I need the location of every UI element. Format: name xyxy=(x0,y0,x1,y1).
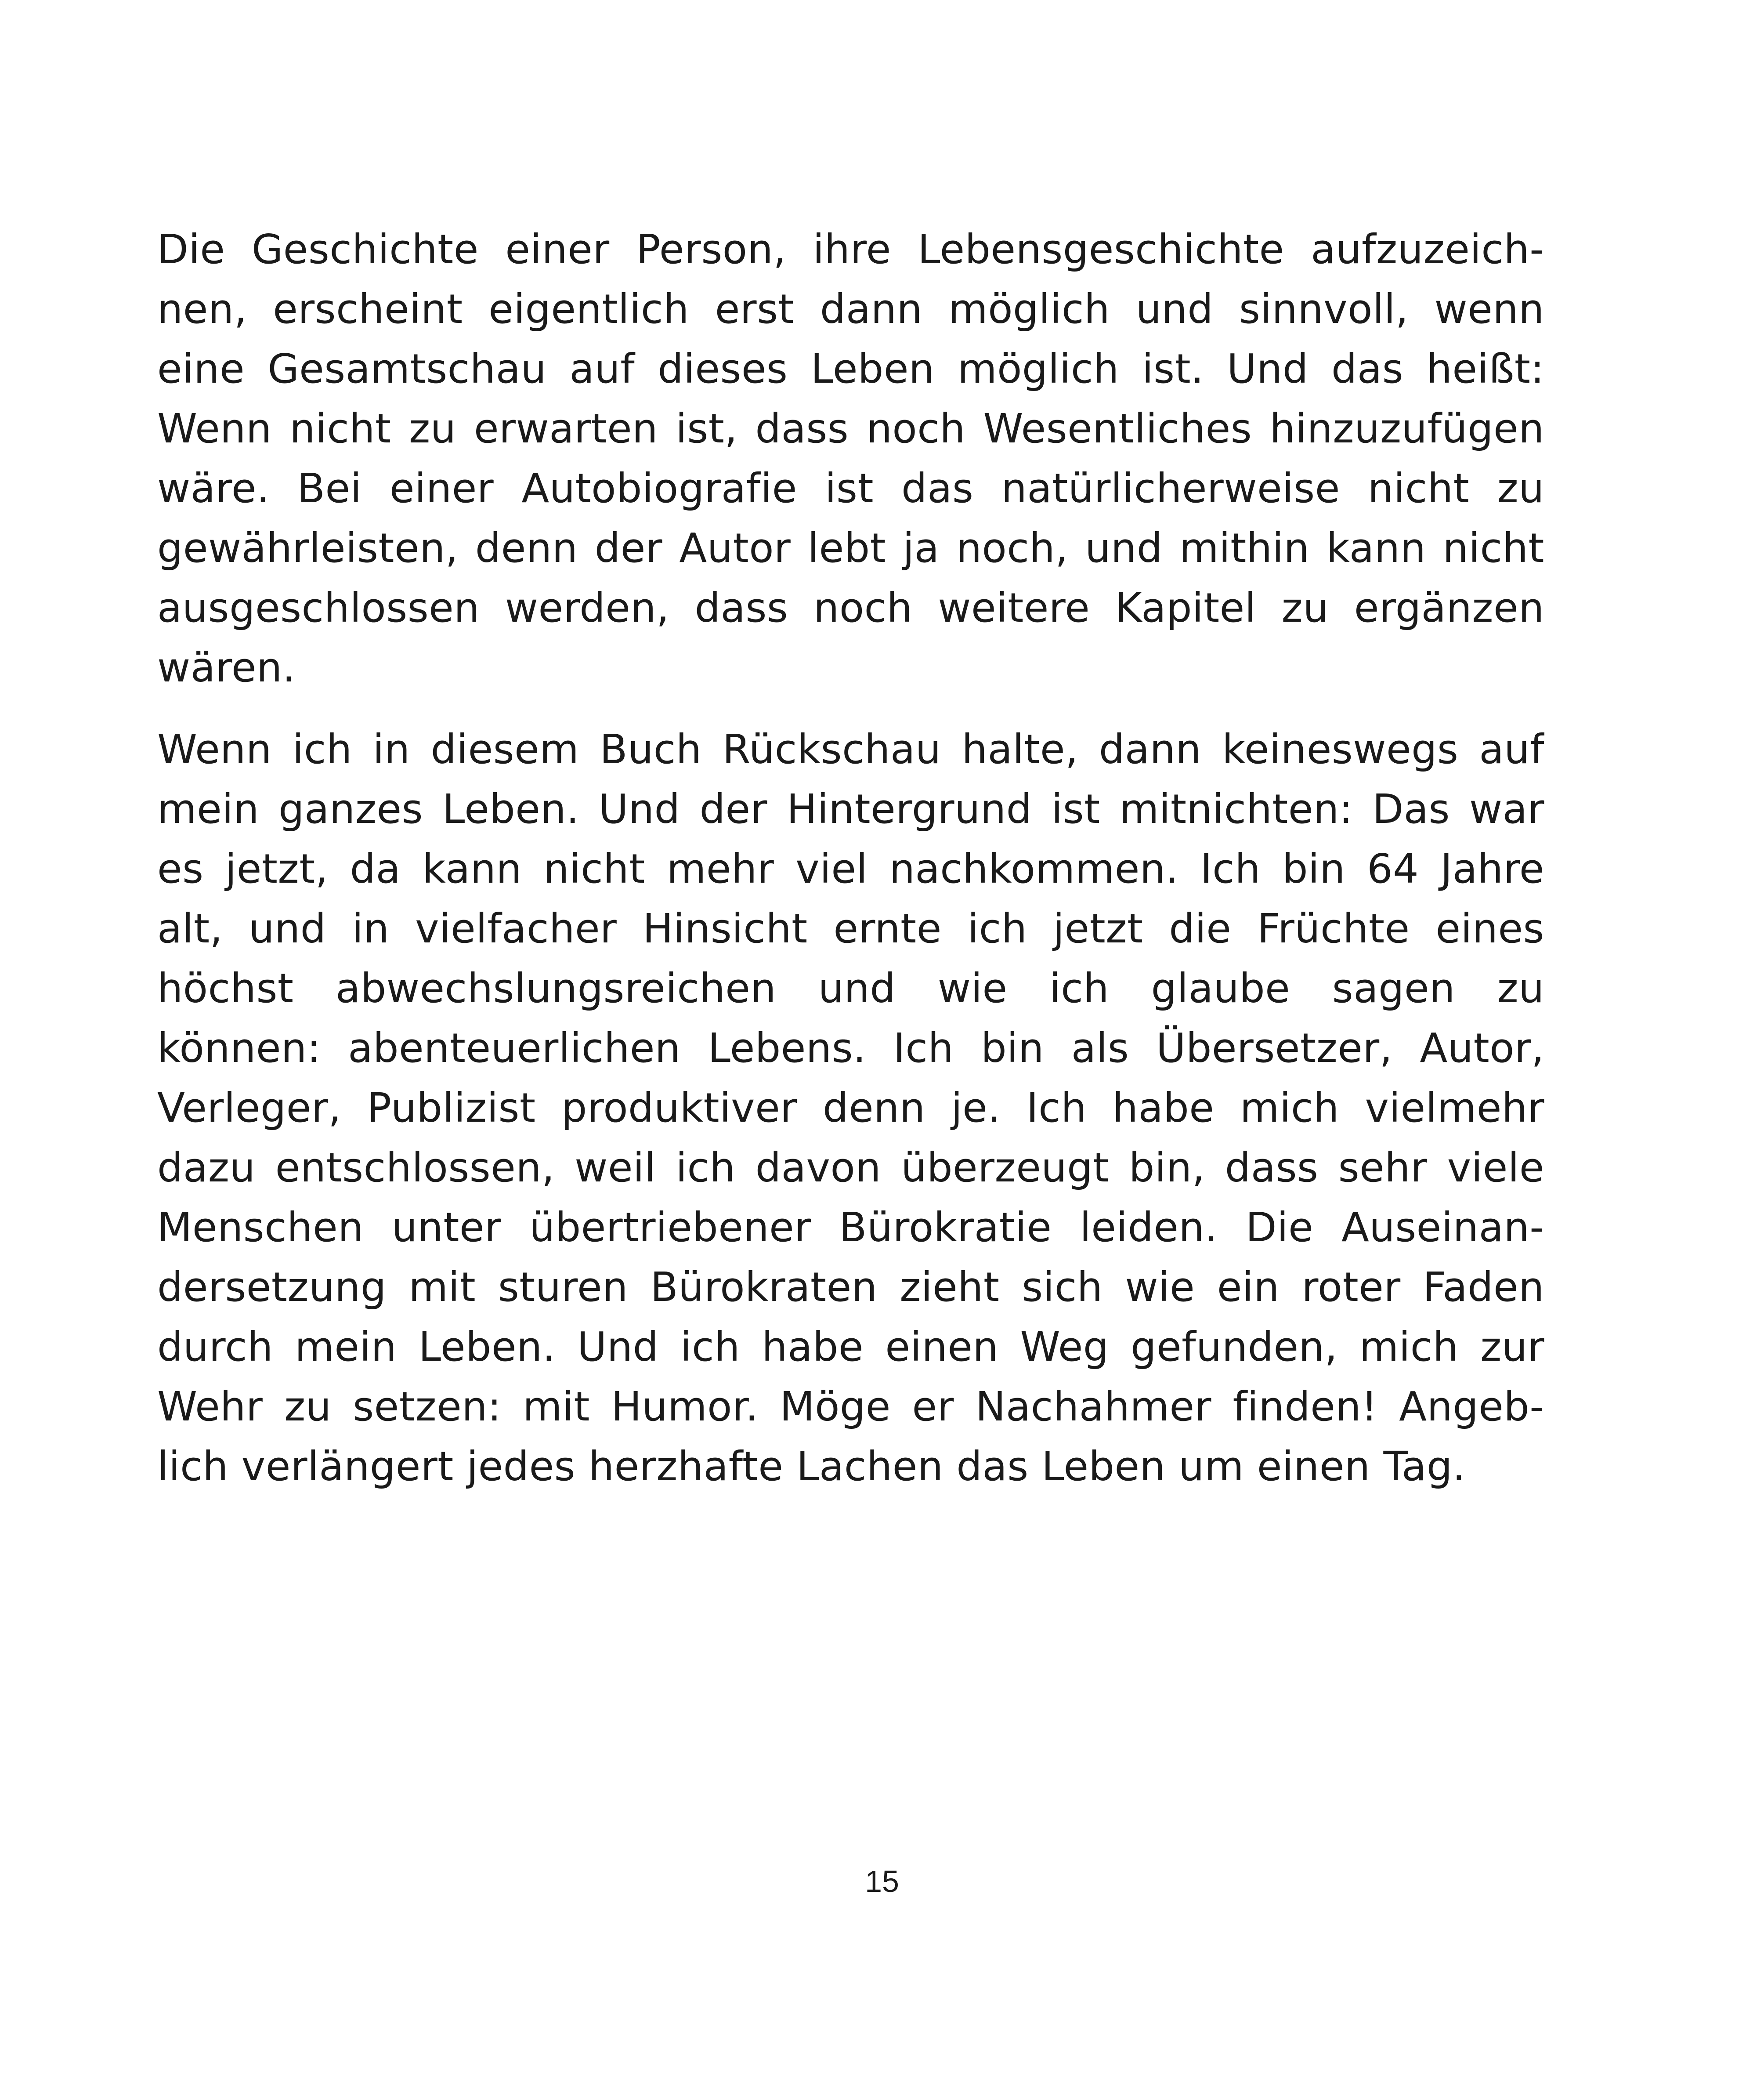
text-line: alt, und in vielfacher Hinsicht ernte ich jetzt die Früchte eines xyxy=(157,905,1544,952)
text-line: nen, erscheint eigentlich erst dann möglich und sinnvoll, wenn xyxy=(157,286,1544,333)
text-line: höchst abwechslungsreichen und wie ich glaube sagen zu xyxy=(157,965,1544,1012)
text-line: ausgeschlossen werden, dass noch weitere Kapitel zu ergänzen xyxy=(157,584,1544,631)
text-line: Wehr zu setzen: mit Humor. Möge er Nachahmer finden! Angeb- xyxy=(157,1383,1544,1430)
text-line: wären. xyxy=(157,644,296,691)
text-line: dersetzung mit sturen Bürokraten zieht sich wie ein roter Faden xyxy=(157,1264,1544,1311)
text-line: gewährleisten, denn der Autor lebt ja noch, und mithin kann nicht xyxy=(157,525,1544,572)
paragraph-1 xyxy=(157,220,1544,698)
text-line: Verleger, Publizist produktiver denn je. Ich habe mich vielmehr xyxy=(157,1084,1544,1131)
text-line: es jetzt, da kann nicht mehr viel nachkommen. Ich bin 64 Jahre xyxy=(157,845,1544,892)
text-line: wäre. Bei einer Autobiografie ist das natürlicherweise nicht zu xyxy=(157,465,1544,512)
text-line: Menschen unter übertriebener Bürokratie leiden. Die Auseinan- xyxy=(157,1204,1544,1251)
paragraph-2 xyxy=(157,720,1544,1496)
text-line: durch mein Leben. Und ich habe einen Weg gefunden, mich zur xyxy=(157,1323,1544,1370)
text-line: Die Geschichte einer Person, ihre Lebensgeschichte aufzuzeich- xyxy=(157,226,1544,273)
page-number: 15 xyxy=(865,1864,899,1898)
text-line: lich verlängert jedes herzhafte Lachen das Leben um einen Tag. xyxy=(157,1443,1466,1490)
text-line: Wenn nicht zu erwarten ist, dass noch Wesentliches hinzuzufügen xyxy=(157,405,1544,452)
body-text xyxy=(157,220,1544,1496)
text-line: Wenn ich in diesem Buch Rückschau halte, dann keineswegs auf xyxy=(157,726,1544,773)
text-line: eine Gesamtschau auf dieses Leben möglich ist. Und das heißt: xyxy=(157,345,1544,392)
text-line: können: abenteuerlichen Lebens. Ich bin als Übersetzer, Autor, xyxy=(157,1025,1544,1072)
text-line: mein ganzes Leben. Und der Hintergrund ist mitnichten: Das war xyxy=(157,786,1544,833)
text-line: dazu entschlossen, weil ich davon überzeugt bin, dass sehr viele xyxy=(157,1144,1544,1191)
